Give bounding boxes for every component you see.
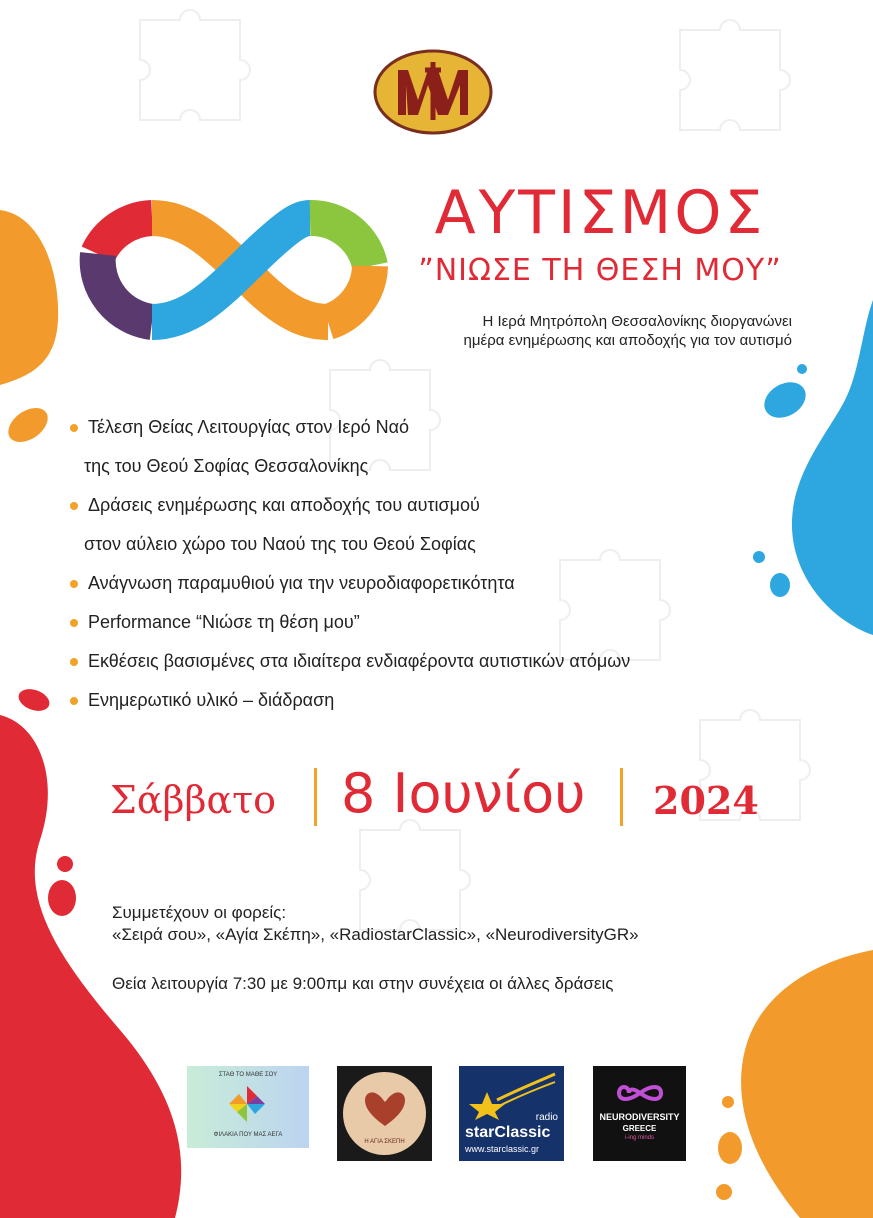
radio-starclassic-logo: [459, 1066, 564, 1161]
bullet-icon: [70, 580, 78, 588]
bullet-icon: [70, 502, 78, 510]
logo-text: starClassic: [465, 1124, 551, 1141]
list-item: [70, 408, 770, 486]
date-divider: [314, 768, 317, 826]
logo-text: ΦΙΛΑΚΙΑ ΠΟΥ ΜΑΣ ΑΕΓΑ: [213, 1132, 283, 1138]
logo-text: ΣΤΑΘ ΤΟ ΜΑΘΕ ΣΟΥ: [218, 1072, 278, 1078]
infinity-logo-icon: [98, 218, 370, 322]
agia-skepi-emblem: [343, 1072, 426, 1155]
list-item-text: Ανάγνωση παραμυθιού για την νευροδιαφορετικότητα: [88, 573, 515, 593]
event-day: Σάββατο: [110, 778, 277, 822]
activity-list: [70, 408, 770, 720]
bullet-icon: [70, 697, 78, 705]
intro-text: [400, 312, 792, 350]
participants-heading: Συμμετέχουν οι φορείς:: [112, 903, 287, 922]
logo-text: GREECE: [622, 1124, 657, 1133]
bullet-icon: [70, 619, 78, 627]
hands-heart-icon: [361, 1086, 409, 1134]
list-item: [70, 681, 770, 720]
list-item: [70, 486, 770, 564]
schedule-text: Θεία λειτουργία 7:30 με 9:00πμ και στην συνέχεια οι άλλες δράσεις: [112, 974, 614, 993]
pinwheel-icon: [227, 1084, 267, 1124]
list-item: [70, 603, 770, 642]
bullet-icon: [70, 424, 78, 432]
intro-line: Η Ιερά Μητρόπολη Θεσσαλονίκης διοργανώνει: [482, 313, 792, 330]
bullet-icon: [70, 658, 78, 666]
list-item-text: Τέλεση Θείας Λειτουργίας στον Ιερό Ναό: [88, 417, 410, 437]
page-title: ΑΥΤΙΣΜΟΣ: [434, 178, 766, 248]
logo-text: www.starclassic.gr: [465, 1144, 540, 1154]
event-year: 2024: [653, 778, 759, 823]
page-subtitle: ”ΝΙΩΣΕ ΤΗ ΘΕΣΗ ΜΟΥ”: [418, 253, 782, 288]
neurodiversity-logo: [593, 1066, 686, 1161]
orange-splash-left: [0, 210, 58, 385]
list-item: [70, 564, 770, 603]
logo-text: Η ΑΓΙΑ ΣΚΕΠΗ: [364, 1139, 405, 1145]
list-item-text: Performance “Νιώσε τη θέση μου”: [88, 612, 360, 632]
participants: [112, 902, 792, 946]
logo-text: NEURODIVERSITY: [599, 1112, 680, 1122]
list-item-text-continued: στον αύλειο χώρο του Ναού της του Θεού Σοφίας: [84, 534, 476, 554]
event-date-day-month: 8 Ιουνίου: [341, 762, 586, 825]
infinity-small-icon: [617, 1082, 663, 1104]
date-divider: [620, 768, 623, 826]
metropolis-emblem-icon: [375, 51, 491, 133]
agia-skepi-logo: [337, 1066, 432, 1161]
participants-list: «Σειρά σου», «Αγία Σκέπη», «RadiostarClassic», «NeurodiversityGR»: [112, 925, 639, 944]
list-item-text: Εκθέσεις βασισμένες στα ιδιαίτερα ενδιαφέροντα αυτιστικών ατόμων: [88, 651, 631, 671]
list-item: [70, 642, 770, 681]
seira-sou-logo: [187, 1066, 309, 1148]
event-date: [110, 760, 790, 830]
logo-text: i-ing minds: [624, 1135, 654, 1141]
list-item-text: Δράσεις ενημέρωσης και αποδοχής του αυτισμού: [88, 495, 480, 515]
intro-line: ημέρα ενημέρωσης και αποδοχής για τον αυτισμό: [463, 332, 792, 349]
list-item-text: Ενημερωτικό υλικό – διάδραση: [88, 690, 335, 710]
list-item-text-continued: της του Θεού Σοφίας Θεσσαλονίκης: [84, 456, 369, 476]
logo-text: radio: [535, 1112, 558, 1123]
blue-splash-right: [792, 300, 873, 635]
